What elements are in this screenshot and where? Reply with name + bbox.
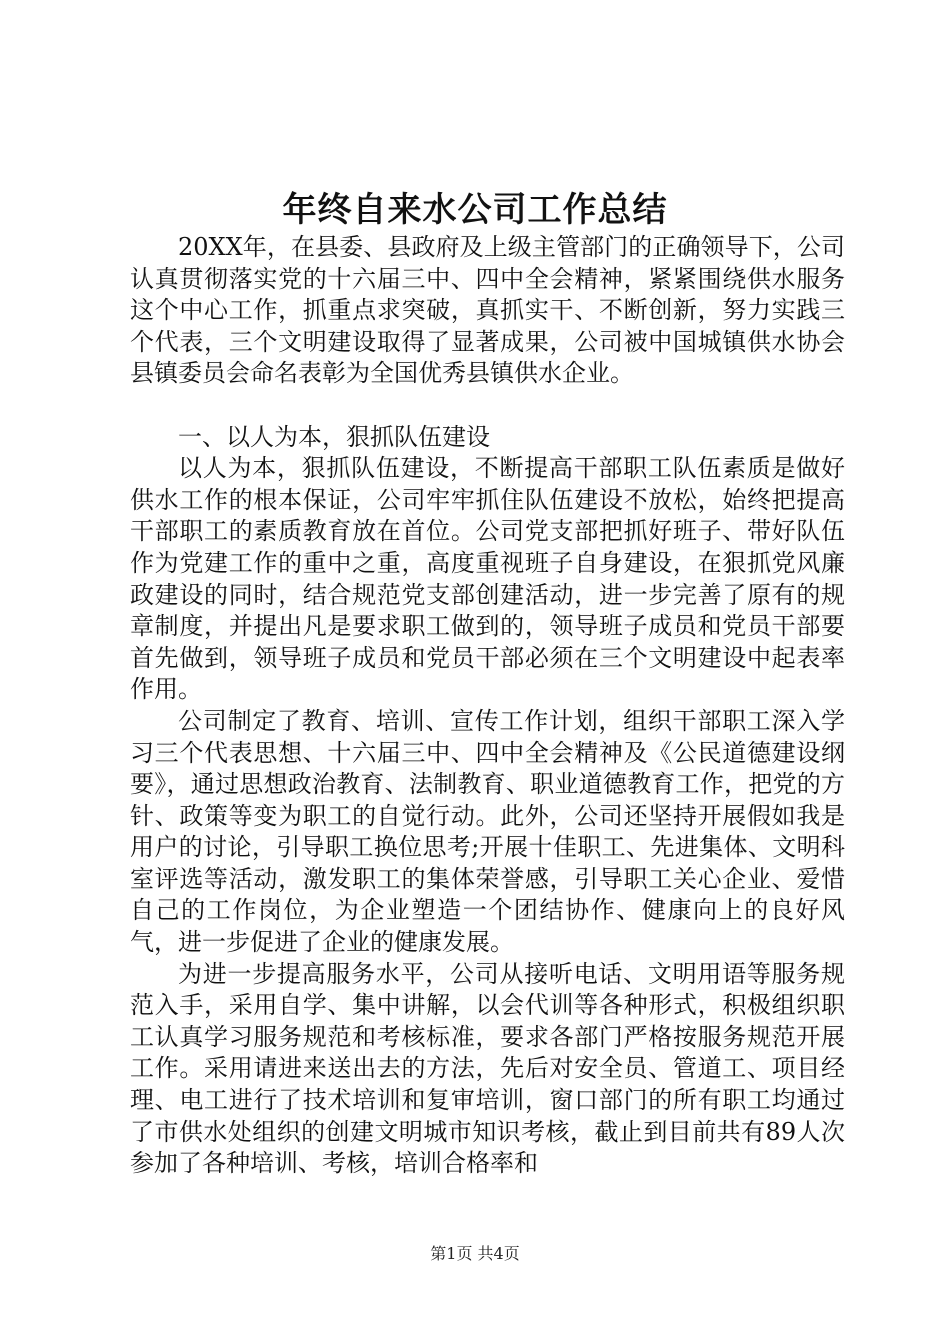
body-paragraph: 以人为本，狠抓队伍建设，不断提高干部职工队伍素质是做好供水工作的根本保证，公司牢牢抓住队伍建设不放松，始终把提高干部职工的素质教育放在首位。公司党支部把抓好班子、带好队伍作为党建工作的重中之重，高度重视班子自身建设，在狠抓党风廉政建设的同时，结合规范党支部创建活动，进一步完善了原有的规章制度，并提出凡是要求职工做到的，领导班子成员和党员干部要首先做到，领导班子成员和党员干部必须在三个文明建设中起表率作用。	[130, 454, 845, 704]
document-title: 年终自来水公司工作总结	[282, 190, 668, 230]
intro-paragraph: 20XX年，在县委、县政府及上级主管部门的正确领导下，公司认真贯彻落实党的十六届三中、四中全会精神，紧紧围绕供水服务这个中心工作，抓重点求突破，真抓实干、不断创新，努力实践三个代表，三个文明建设取得了显著成果，公司被中国城镇供水协会县镇委员会命名表彰为全国优秀县镇供水企业。	[130, 233, 845, 388]
document-body	[130, 232, 845, 1180]
body-paragraph: 为进一步提高服务水平，公司从接听电话、文明用语等服务规范入手，采用自学、集中讲解，以会代训等各种形式，积极组织职工认真学习服务规范和考核标准，要求各部门严格按服务规范开展工作。采用请进来送出去的方法，先后对安全员、管道工、项目经理、电工进行了技术培训和复审培训，窗口部门的所有职工均通过了市供水处组织的创建文明城市知识考核，截止到目前共有89人次参加了各种培训、考核，培训合格率和	[130, 959, 845, 1178]
section-heading: 一、以人为本，狠抓队伍建设	[178, 422, 490, 451]
page-number-footer: 第1页 共4页	[430, 1244, 520, 1263]
body-paragraph: 公司制定了教育、培训、宣传工作计划，组织干部职工深入学习三个代表思想、十六届三中、四中全会精神及《公民道德建设纲要》，通过思想政治教育、法制教育、职业道德教育工作，把党的方针、政策等变为职工的自觉行动。此外，公司还坚持开展假如我是用户的讨论，引导职工换位思考;开展十佳职工、先进集体、文明科室评选等活动，激发职工的集体荣誉感，引导职工关心企业、爱惜自己的工作岗位，为企业塑造一个团结协作、健康向上的良好风气，进一步促进了企业的健康发展。	[130, 706, 845, 957]
